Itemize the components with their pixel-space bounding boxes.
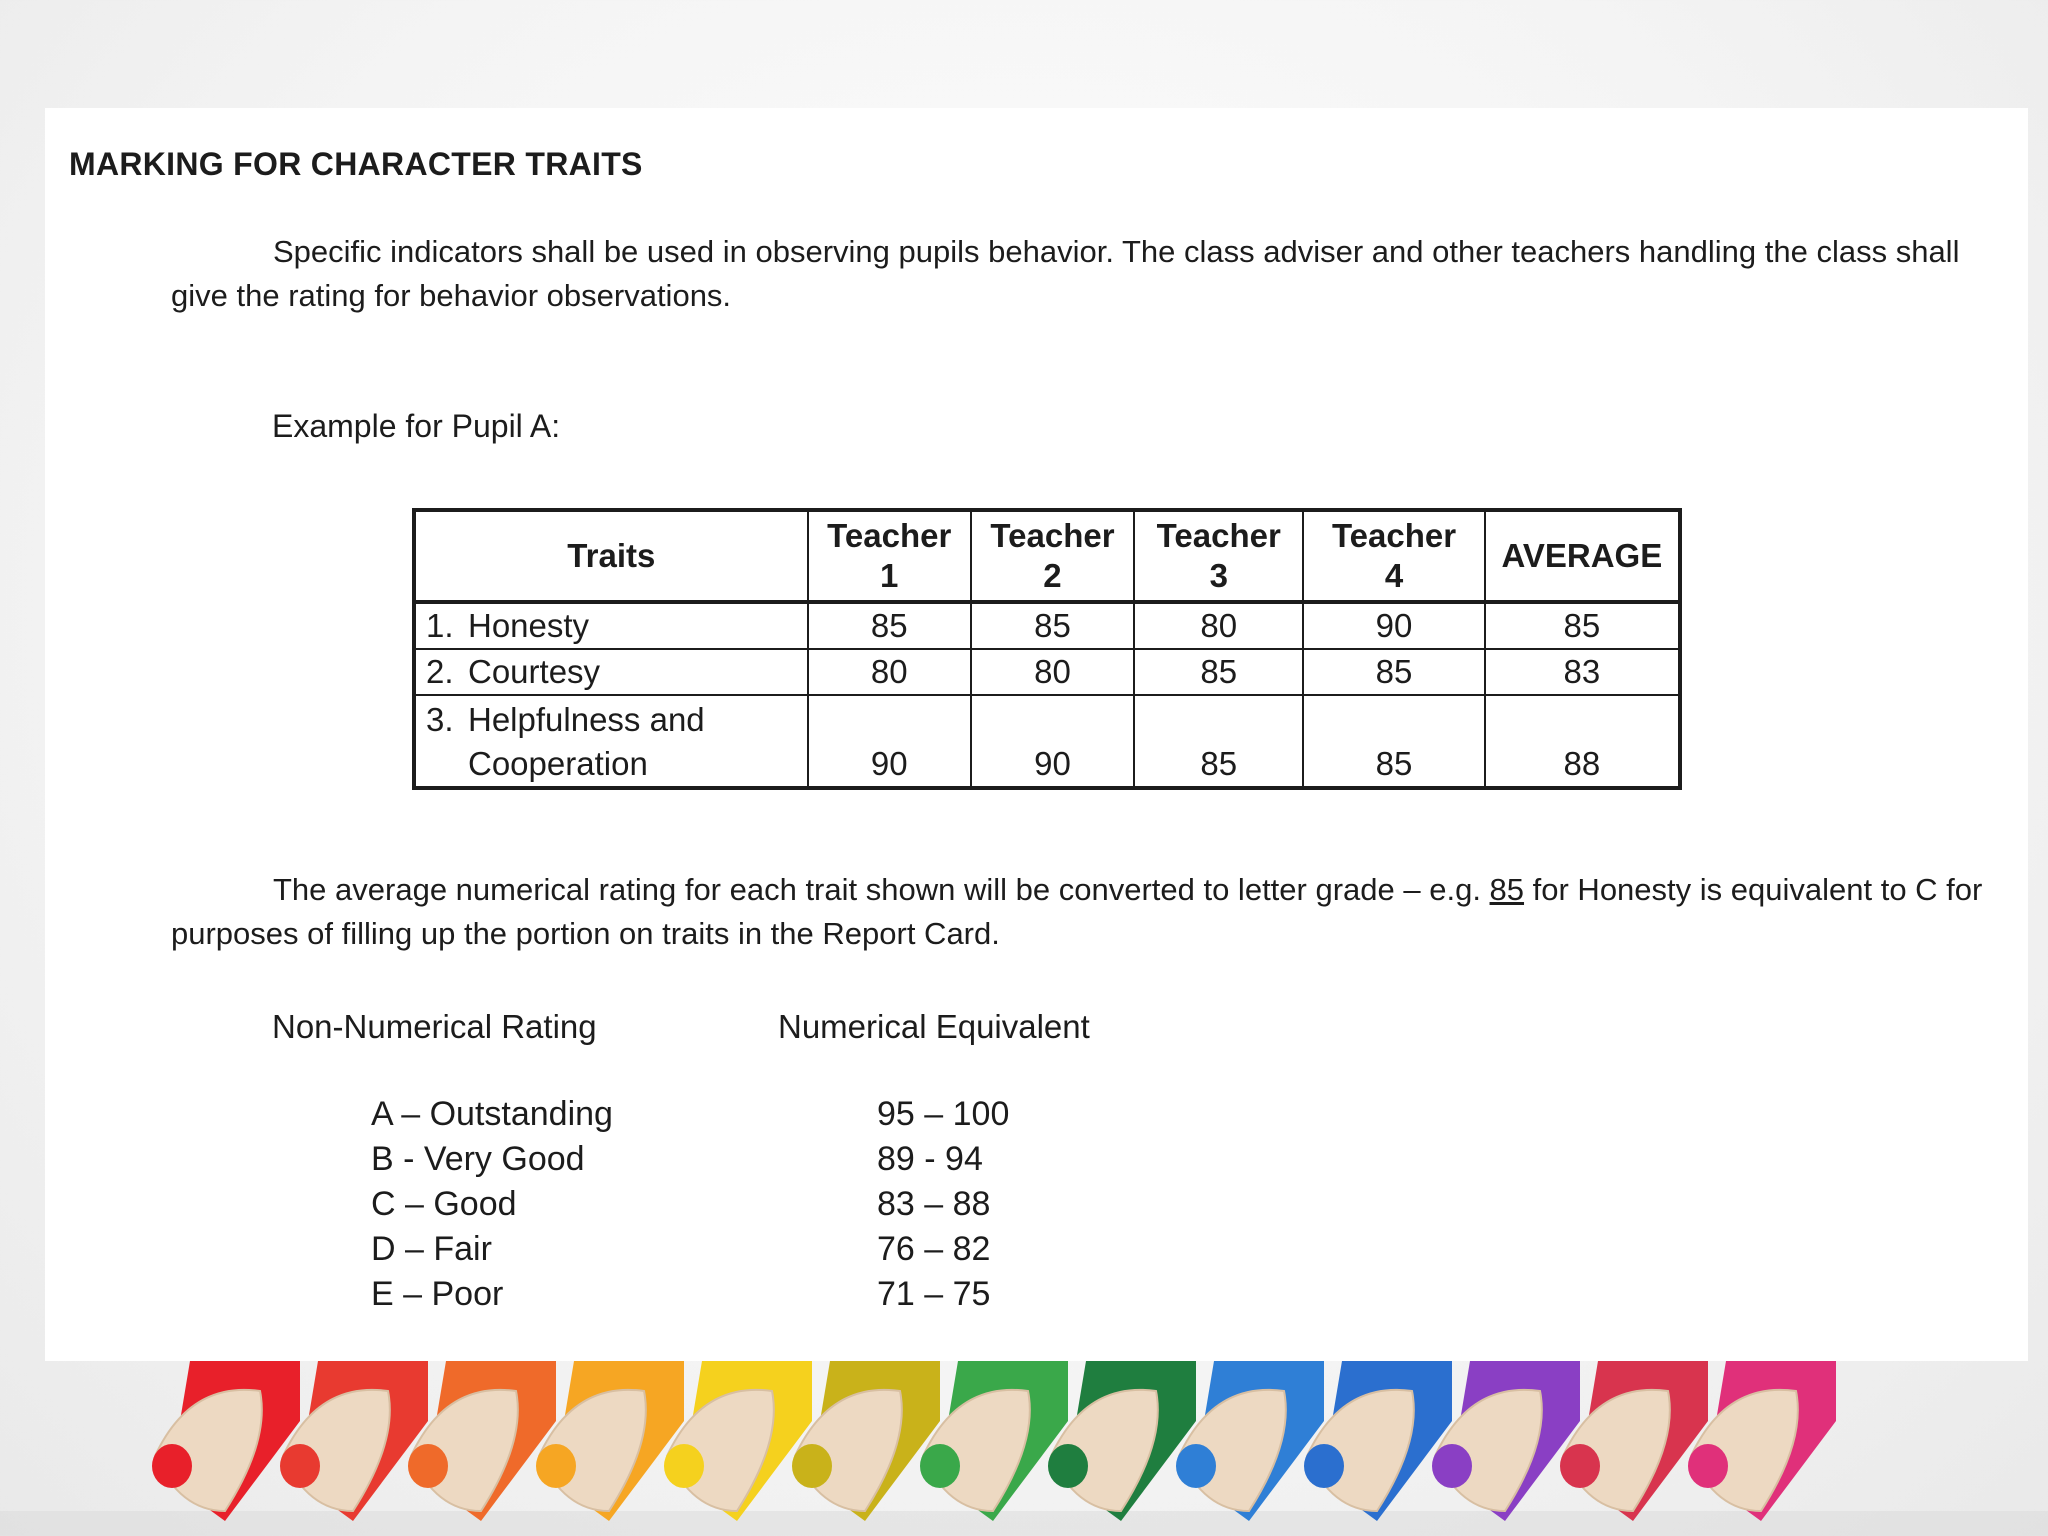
pencil-tip (1432, 1361, 1580, 1521)
colored-pencils-image (0, 1361, 2048, 1536)
trait-cell: 1. Honesty (414, 602, 808, 649)
rating-cell: 80 (1134, 602, 1303, 649)
list-item: 76 – 82 (877, 1230, 991, 1268)
table-row (414, 649, 1680, 695)
average-cell: 83 (1485, 649, 1680, 695)
header-teacher-3: Teacher 3 (1134, 510, 1303, 602)
header-teacher-4: Teacher 4 (1303, 510, 1484, 602)
rating-cell: 85 (1134, 695, 1303, 788)
header-teacher-1: Teacher 1 (808, 510, 971, 602)
list-item: 95 – 100 (877, 1095, 1010, 1133)
header-traits: Traits (414, 510, 808, 602)
rating-cell: 90 (808, 695, 971, 788)
average-cell: 88 (1485, 695, 1680, 788)
rating-cell: 85 (1134, 649, 1303, 695)
document-title: MARKING FOR CHARACTER TRAITS (69, 146, 643, 182)
pencil-tip (920, 1361, 1068, 1521)
pencil-tip (152, 1361, 300, 1521)
pencil-tip (408, 1361, 556, 1521)
list-item: E – Poor (371, 1275, 504, 1313)
table-header-row (414, 510, 1680, 602)
pencil-tip (664, 1361, 812, 1521)
list-item: 89 - 94 (877, 1140, 983, 1178)
rating-cell: 90 (1303, 602, 1484, 649)
conversion-paragraph: The average numerical rating for each trait shown will be converted to letter grade – e.g. 85 for Honesty is equivalent to C for purposes of filling up the portion on traits in the Report Card. (171, 872, 1983, 951)
table-row (414, 695, 1680, 788)
pencil-tip (536, 1361, 684, 1521)
trait-cell: 2. Courtesy (414, 649, 808, 695)
list-item: B - Very Good (371, 1140, 585, 1178)
rating-cell: 85 (1303, 649, 1484, 695)
intro-paragraph: Specific indicators shall be used in observing pupils behavior. The class adviser and other teachers handling the class shall give the rating for behavior observations. (171, 234, 1960, 313)
shadow-band (0, 1511, 2048, 1536)
example-label: Example for Pupil A: (272, 408, 561, 444)
pencil-tip (1176, 1361, 1324, 1521)
rating-cell: 85 (971, 602, 1134, 649)
trait-cell: 3. Helpfulness and Cooperation (414, 695, 808, 788)
pencil-tip (792, 1361, 940, 1521)
table-row (414, 602, 1680, 649)
header-average: AVERAGE (1485, 510, 1680, 602)
pencil-tip (1048, 1361, 1196, 1521)
underlined-value: 85 (1489, 872, 1525, 907)
list-item: 83 – 88 (877, 1185, 991, 1223)
traits-rating-table (412, 508, 1682, 790)
list-item: C – Good (371, 1185, 517, 1223)
header-teacher-2: Teacher 2 (971, 510, 1134, 602)
equivalent-list (877, 1092, 1009, 1317)
rating-cell: 80 (808, 649, 971, 695)
non-numerical-rating-header: Non-Numerical Rating (272, 1008, 597, 1045)
rating-list (371, 1092, 613, 1317)
pencil-tip (1560, 1361, 1708, 1521)
list-item: D – Fair (371, 1230, 492, 1268)
rating-cell: 90 (971, 695, 1134, 788)
pencil-tip (280, 1361, 428, 1521)
document-page (45, 108, 2028, 1361)
rating-cell: 85 (1303, 695, 1484, 788)
pencil-tip (1688, 1361, 1836, 1521)
numerical-equivalent-header: Numerical Equivalent (778, 1008, 1090, 1045)
pencil-tip (1304, 1361, 1452, 1521)
list-item: 71 – 75 (877, 1275, 991, 1313)
rating-cell: 80 (971, 649, 1134, 695)
list-item: A – Outstanding (371, 1095, 613, 1133)
average-cell: 85 (1485, 602, 1680, 649)
rating-cell: 85 (808, 602, 971, 649)
